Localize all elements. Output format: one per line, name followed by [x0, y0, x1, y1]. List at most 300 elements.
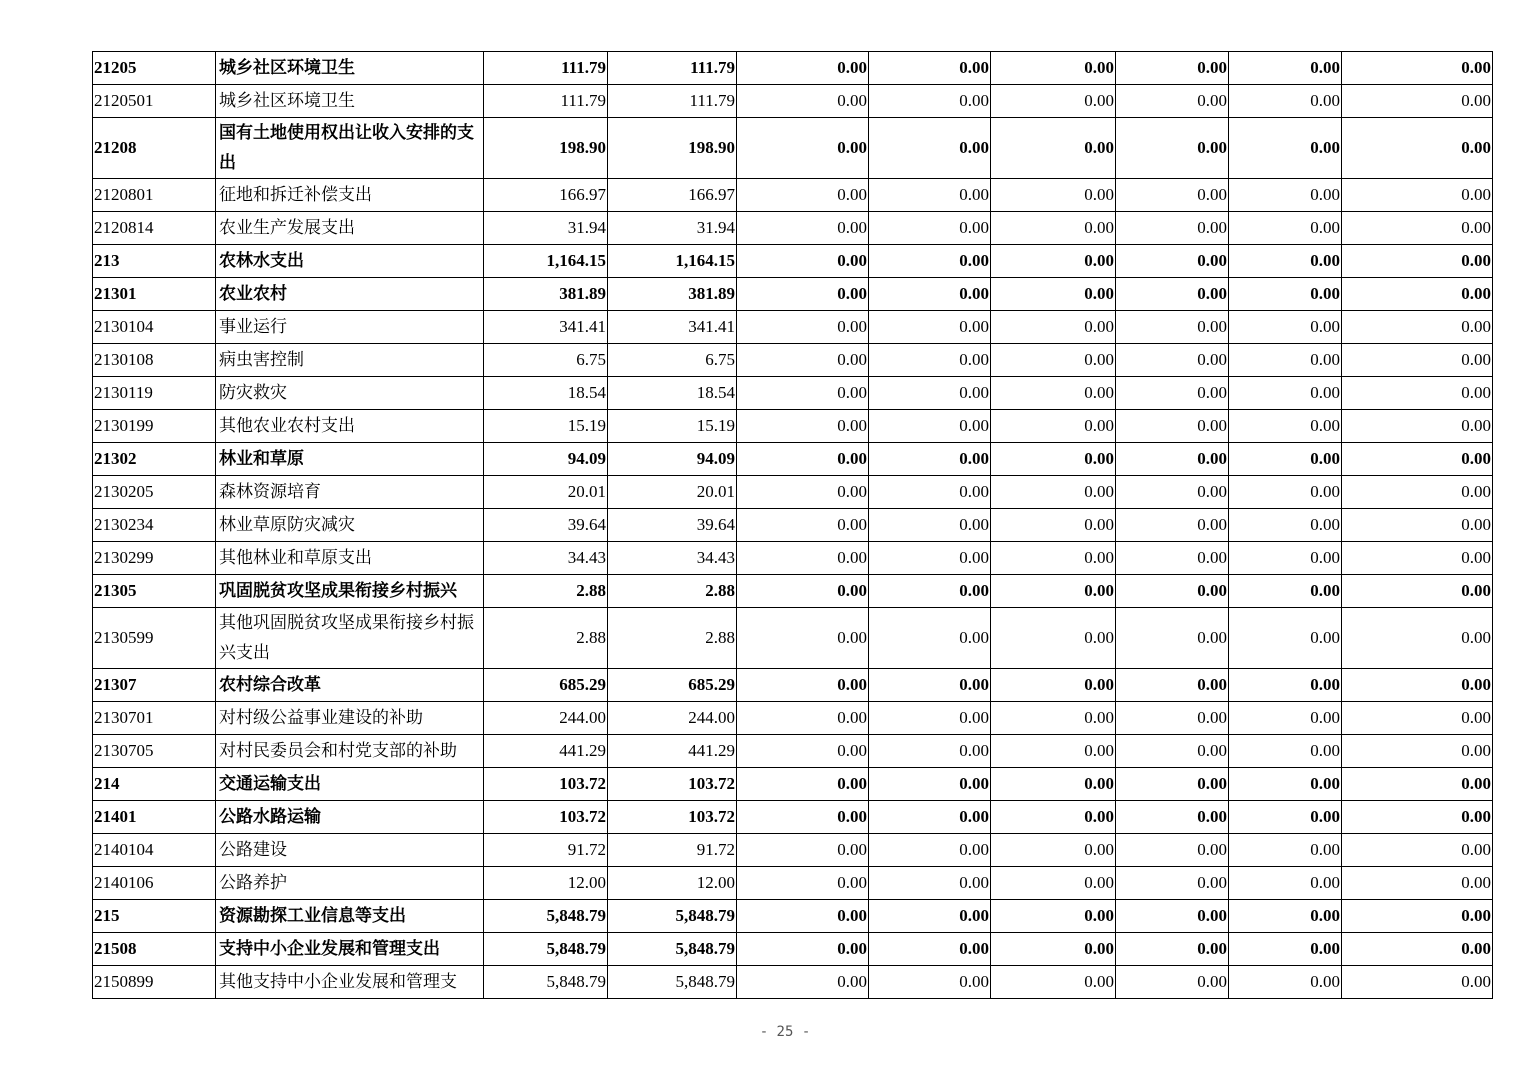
amount-cell: 0.00: [869, 212, 991, 245]
amount-cell: 39.64: [484, 509, 608, 542]
subject-name-cell: 农林水支出: [216, 245, 484, 278]
amount-cell: 0.00: [1342, 245, 1493, 278]
amount-cell: 0.00: [737, 52, 869, 85]
amount-cell: 15.19: [608, 410, 737, 443]
amount-cell: 0.00: [1116, 669, 1229, 702]
subject-code-cell: 2130701: [93, 702, 216, 735]
table-row: [93, 702, 1493, 735]
amount-cell: 0.00: [1229, 669, 1342, 702]
amount-cell: 6.75: [608, 344, 737, 377]
amount-cell: 20.01: [484, 476, 608, 509]
amount-cell: 2.88: [608, 575, 737, 608]
amount-cell: 0.00: [737, 834, 869, 867]
amount-cell: 0.00: [991, 735, 1116, 768]
amount-cell: 0.00: [1229, 966, 1342, 999]
table-row: [93, 179, 1493, 212]
amount-cell: 18.54: [608, 377, 737, 410]
amount-cell: 685.29: [608, 669, 737, 702]
amount-cell: 0.00: [869, 311, 991, 344]
subject-code-cell: 2140104: [93, 834, 216, 867]
amount-cell: 111.79: [608, 85, 737, 118]
table-row: [93, 900, 1493, 933]
amount-cell: 198.90: [608, 118, 737, 179]
amount-cell: 0.00: [869, 118, 991, 179]
amount-cell: 15.19: [484, 410, 608, 443]
amount-cell: 2.88: [484, 575, 608, 608]
table-row: [93, 85, 1493, 118]
subject-name-cell: 公路建设: [216, 834, 484, 867]
amount-cell: 0.00: [1342, 278, 1493, 311]
amount-cell: 0.00: [869, 377, 991, 410]
amount-cell: 0.00: [991, 52, 1116, 85]
amount-cell: 0.00: [1229, 834, 1342, 867]
amount-cell: 0.00: [991, 179, 1116, 212]
amount-cell: 0.00: [1229, 344, 1342, 377]
amount-cell: 0.00: [1116, 52, 1229, 85]
amount-cell: 0.00: [991, 278, 1116, 311]
table-row: [93, 245, 1493, 278]
amount-cell: 91.72: [608, 834, 737, 867]
amount-cell: 0.00: [1116, 443, 1229, 476]
amount-cell: 0.00: [1116, 966, 1229, 999]
amount-cell: 0.00: [991, 966, 1116, 999]
subject-name-cell: 对村级公益事业建设的补助: [216, 702, 484, 735]
amount-cell: 0.00: [1229, 245, 1342, 278]
amount-cell: 0.00: [737, 311, 869, 344]
subject-name-cell: 巩固脱贫攻坚成果衔接乡村振兴: [216, 575, 484, 608]
subject-name-cell: 对村民委员会和村党支部的补助: [216, 735, 484, 768]
subject-code-cell: 2120501: [93, 85, 216, 118]
amount-cell: 0.00: [737, 410, 869, 443]
amount-cell: 34.43: [608, 542, 737, 575]
amount-cell: 0.00: [1229, 702, 1342, 735]
subject-code-cell: 21205: [93, 52, 216, 85]
amount-cell: 111.79: [484, 52, 608, 85]
subject-name-cell: 国有土地使用权出让收入安排的支出: [216, 118, 484, 179]
amount-cell: 0.00: [1116, 542, 1229, 575]
amount-cell: 0.00: [737, 118, 869, 179]
amount-cell: 0.00: [869, 933, 991, 966]
amount-cell: 0.00: [991, 900, 1116, 933]
amount-cell: 20.01: [608, 476, 737, 509]
amount-cell: 166.97: [484, 179, 608, 212]
amount-cell: 5,848.79: [608, 966, 737, 999]
amount-cell: 5,848.79: [484, 933, 608, 966]
amount-cell: 94.09: [608, 443, 737, 476]
amount-cell: 0.00: [737, 245, 869, 278]
amount-cell: 0.00: [869, 801, 991, 834]
amount-cell: 0.00: [1116, 311, 1229, 344]
amount-cell: 0.00: [737, 542, 869, 575]
subject-code-cell: 2130599: [93, 608, 216, 669]
amount-cell: 0.00: [737, 900, 869, 933]
amount-cell: 0.00: [991, 768, 1116, 801]
amount-cell: 12.00: [608, 867, 737, 900]
subject-code-cell: 214: [93, 768, 216, 801]
amount-cell: 441.29: [484, 735, 608, 768]
table-row: [93, 867, 1493, 900]
subject-code-cell: 2140106: [93, 867, 216, 900]
amount-cell: 0.00: [1342, 118, 1493, 179]
amount-cell: 0.00: [991, 933, 1116, 966]
amount-cell: 0.00: [1229, 933, 1342, 966]
amount-cell: 0.00: [1229, 377, 1342, 410]
amount-cell: 0.00: [869, 669, 991, 702]
table-row: [93, 443, 1493, 476]
amount-cell: 0.00: [1116, 377, 1229, 410]
amount-cell: 0.00: [1229, 900, 1342, 933]
amount-cell: 0.00: [1116, 476, 1229, 509]
amount-cell: 0.00: [1229, 179, 1342, 212]
amount-cell: 5,848.79: [484, 966, 608, 999]
amount-cell: 0.00: [1229, 278, 1342, 311]
amount-cell: 0.00: [991, 575, 1116, 608]
amount-cell: 0.00: [1342, 966, 1493, 999]
amount-cell: 0.00: [1116, 867, 1229, 900]
amount-cell: 39.64: [608, 509, 737, 542]
subject-name-cell: 防灾救灾: [216, 377, 484, 410]
amount-cell: 0.00: [991, 867, 1116, 900]
subject-name-cell: 城乡社区环境卫生: [216, 85, 484, 118]
amount-cell: 0.00: [991, 476, 1116, 509]
amount-cell: 0.00: [737, 575, 869, 608]
amount-cell: 0.00: [869, 900, 991, 933]
subject-name-cell: 事业运行: [216, 311, 484, 344]
amount-cell: 0.00: [1116, 608, 1229, 669]
amount-cell: 0.00: [1116, 834, 1229, 867]
subject-code-cell: 21302: [93, 443, 216, 476]
subject-code-cell: 21307: [93, 669, 216, 702]
subject-code-cell: 2130119: [93, 377, 216, 410]
amount-cell: 0.00: [991, 443, 1116, 476]
amount-cell: 34.43: [484, 542, 608, 575]
amount-cell: 111.79: [484, 85, 608, 118]
amount-cell: 0.00: [737, 179, 869, 212]
amount-cell: 0.00: [1342, 608, 1493, 669]
amount-cell: 0.00: [1229, 575, 1342, 608]
amount-cell: 0.00: [737, 608, 869, 669]
amount-cell: 12.00: [484, 867, 608, 900]
amount-cell: 111.79: [608, 52, 737, 85]
amount-cell: 0.00: [737, 867, 869, 900]
amount-cell: 0.00: [1116, 768, 1229, 801]
amount-cell: 1,164.15: [608, 245, 737, 278]
amount-cell: 0.00: [1229, 52, 1342, 85]
amount-cell: 0.00: [869, 410, 991, 443]
amount-cell: 0.00: [869, 278, 991, 311]
table-row: [93, 801, 1493, 834]
amount-cell: 103.72: [608, 801, 737, 834]
amount-cell: 0.00: [1229, 476, 1342, 509]
table-row: [93, 118, 1493, 179]
amount-cell: 103.72: [484, 801, 608, 834]
subject-code-cell: 2120814: [93, 212, 216, 245]
amount-cell: 0.00: [1116, 575, 1229, 608]
amount-cell: 0.00: [1229, 443, 1342, 476]
amount-cell: 103.72: [608, 768, 737, 801]
amount-cell: 0.00: [869, 509, 991, 542]
amount-cell: 0.00: [1229, 542, 1342, 575]
amount-cell: 0.00: [1342, 85, 1493, 118]
subject-code-cell: 2130705: [93, 735, 216, 768]
amount-cell: 0.00: [1342, 410, 1493, 443]
amount-cell: 0.00: [1342, 476, 1493, 509]
amount-cell: 0.00: [869, 542, 991, 575]
amount-cell: 0.00: [869, 476, 991, 509]
amount-cell: 94.09: [484, 443, 608, 476]
amount-cell: 0.00: [1342, 179, 1493, 212]
amount-cell: 685.29: [484, 669, 608, 702]
amount-cell: 0.00: [1229, 410, 1342, 443]
amount-cell: 244.00: [608, 702, 737, 735]
subject-name-cell: 农业生产发展支出: [216, 212, 484, 245]
subject-name-cell: 其他林业和草原支出: [216, 542, 484, 575]
amount-cell: 0.00: [991, 509, 1116, 542]
page-number: - 25 -: [759, 1024, 811, 1040]
table-row: [93, 608, 1493, 669]
amount-cell: 1,164.15: [484, 245, 608, 278]
subject-code-cell: 215: [93, 900, 216, 933]
subject-name-cell: 城乡社区环境卫生: [216, 52, 484, 85]
amount-cell: 0.00: [1342, 542, 1493, 575]
table-row: [93, 542, 1493, 575]
amount-cell: 0.00: [1342, 509, 1493, 542]
amount-cell: 0.00: [1342, 212, 1493, 245]
amount-cell: 341.41: [608, 311, 737, 344]
subject-name-cell: 资源勘探工业信息等支出: [216, 900, 484, 933]
table-row: [93, 509, 1493, 542]
amount-cell: 0.00: [869, 834, 991, 867]
amount-cell: 0.00: [991, 669, 1116, 702]
amount-cell: 0.00: [1342, 867, 1493, 900]
amount-cell: 0.00: [991, 702, 1116, 735]
amount-cell: 0.00: [869, 443, 991, 476]
amount-cell: 0.00: [737, 702, 869, 735]
amount-cell: 0.00: [1229, 118, 1342, 179]
subject-name-cell: 林业和草原: [216, 443, 484, 476]
budget-table: [92, 51, 1493, 999]
amount-cell: 0.00: [991, 801, 1116, 834]
amount-cell: 0.00: [737, 669, 869, 702]
amount-cell: 0.00: [991, 212, 1116, 245]
amount-cell: 0.00: [991, 245, 1116, 278]
table-row: [93, 311, 1493, 344]
amount-cell: 6.75: [484, 344, 608, 377]
subject-code-cell: 21508: [93, 933, 216, 966]
amount-cell: 0.00: [991, 410, 1116, 443]
amount-cell: 0.00: [737, 509, 869, 542]
subject-code-cell: 213: [93, 245, 216, 278]
subject-code-cell: 21301: [93, 278, 216, 311]
amount-cell: 0.00: [1342, 669, 1493, 702]
amount-cell: 0.00: [1342, 900, 1493, 933]
subject-code-cell: 21401: [93, 801, 216, 834]
amount-cell: 0.00: [737, 443, 869, 476]
amount-cell: 0.00: [1229, 801, 1342, 834]
amount-cell: 0.00: [737, 735, 869, 768]
amount-cell: 0.00: [1342, 933, 1493, 966]
subject-name-cell: 支持中小企业发展和管理支出: [216, 933, 484, 966]
amount-cell: 0.00: [869, 966, 991, 999]
amount-cell: 0.00: [1342, 834, 1493, 867]
amount-cell: 0.00: [991, 311, 1116, 344]
table-row: [93, 966, 1493, 999]
amount-cell: 0.00: [1116, 735, 1229, 768]
amount-cell: 0.00: [737, 768, 869, 801]
amount-cell: 0.00: [991, 608, 1116, 669]
table-row: [93, 377, 1493, 410]
amount-cell: 0.00: [991, 118, 1116, 179]
amount-cell: 0.00: [1342, 702, 1493, 735]
amount-cell: 0.00: [1229, 212, 1342, 245]
amount-cell: 2.88: [608, 608, 737, 669]
subject-name-cell: 其他农业农村支出: [216, 410, 484, 443]
table-row: [93, 410, 1493, 443]
amount-cell: 0.00: [869, 702, 991, 735]
amount-cell: 0.00: [869, 608, 991, 669]
amount-cell: 0.00: [1342, 575, 1493, 608]
amount-cell: 0.00: [869, 179, 991, 212]
subject-code-cell: 21305: [93, 575, 216, 608]
amount-cell: 244.00: [484, 702, 608, 735]
amount-cell: 0.00: [1229, 608, 1342, 669]
amount-cell: 0.00: [1116, 410, 1229, 443]
amount-cell: 0.00: [1342, 735, 1493, 768]
amount-cell: 0.00: [737, 278, 869, 311]
subject-code-cell: 2130108: [93, 344, 216, 377]
amount-cell: 0.00: [869, 245, 991, 278]
table-row: [93, 278, 1493, 311]
amount-cell: 198.90: [484, 118, 608, 179]
subject-name-cell: 林业草原防灾减灾: [216, 509, 484, 542]
amount-cell: 31.94: [484, 212, 608, 245]
amount-cell: 0.00: [1342, 801, 1493, 834]
table-row: [93, 768, 1493, 801]
amount-cell: 0.00: [1116, 933, 1229, 966]
amount-cell: 0.00: [869, 52, 991, 85]
subject-name-cell: 公路水路运输: [216, 801, 484, 834]
amount-cell: 0.00: [1116, 702, 1229, 735]
table-row: [93, 669, 1493, 702]
amount-cell: 2.88: [484, 608, 608, 669]
subject-name-cell: 征地和拆迁补偿支出: [216, 179, 484, 212]
amount-cell: 0.00: [1116, 179, 1229, 212]
amount-cell: 381.89: [484, 278, 608, 311]
table-body: [93, 52, 1493, 999]
amount-cell: 31.94: [608, 212, 737, 245]
subject-name-cell: 病虫害控制: [216, 344, 484, 377]
amount-cell: 0.00: [737, 801, 869, 834]
table-row: [93, 834, 1493, 867]
subject-name-cell: 农村综合改革: [216, 669, 484, 702]
subject-code-cell: 2130234: [93, 509, 216, 542]
amount-cell: 91.72: [484, 834, 608, 867]
subject-code-cell: 2120801: [93, 179, 216, 212]
amount-cell: 441.29: [608, 735, 737, 768]
table-row: [93, 735, 1493, 768]
subject-name-cell: 森林资源培育: [216, 476, 484, 509]
amount-cell: 0.00: [1229, 311, 1342, 344]
amount-cell: 0.00: [1342, 344, 1493, 377]
amount-cell: 0.00: [737, 966, 869, 999]
amount-cell: 0.00: [1342, 768, 1493, 801]
subject-code-cell: 2130199: [93, 410, 216, 443]
amount-cell: 0.00: [1116, 900, 1229, 933]
subject-name-cell: 交通运输支出: [216, 768, 484, 801]
amount-cell: 0.00: [1229, 768, 1342, 801]
amount-cell: 0.00: [737, 476, 869, 509]
amount-cell: 0.00: [1116, 278, 1229, 311]
amount-cell: 0.00: [1229, 509, 1342, 542]
amount-cell: 0.00: [737, 85, 869, 118]
subject-name-cell: 其他巩固脱贫攻坚成果衔接乡村振兴支出: [216, 608, 484, 669]
amount-cell: 0.00: [869, 735, 991, 768]
amount-cell: 0.00: [1342, 377, 1493, 410]
subject-code-cell: 2150899: [93, 966, 216, 999]
amount-cell: 0.00: [869, 85, 991, 118]
amount-cell: 0.00: [737, 344, 869, 377]
amount-cell: 0.00: [869, 575, 991, 608]
amount-cell: 0.00: [737, 377, 869, 410]
amount-cell: 5,848.79: [608, 900, 737, 933]
table-row: [93, 344, 1493, 377]
amount-cell: 0.00: [737, 212, 869, 245]
amount-cell: 5,848.79: [484, 900, 608, 933]
table-row: [93, 52, 1493, 85]
amount-cell: 0.00: [737, 933, 869, 966]
amount-cell: 0.00: [869, 867, 991, 900]
table-row: [93, 476, 1493, 509]
amount-cell: 381.89: [608, 278, 737, 311]
amount-cell: 5,848.79: [608, 933, 737, 966]
amount-cell: 0.00: [1116, 85, 1229, 118]
amount-cell: 0.00: [991, 377, 1116, 410]
amount-cell: 0.00: [1229, 735, 1342, 768]
amount-cell: 103.72: [484, 768, 608, 801]
amount-cell: 0.00: [1116, 344, 1229, 377]
subject-code-cell: 2130104: [93, 311, 216, 344]
amount-cell: 0.00: [1342, 311, 1493, 344]
amount-cell: 0.00: [1229, 85, 1342, 118]
amount-cell: 0.00: [991, 344, 1116, 377]
amount-cell: 0.00: [1116, 509, 1229, 542]
amount-cell: 166.97: [608, 179, 737, 212]
amount-cell: 0.00: [869, 768, 991, 801]
table-row: [93, 933, 1493, 966]
amount-cell: 0.00: [991, 85, 1116, 118]
subject-name-cell: 其他支持中小企业发展和管理支: [216, 966, 484, 999]
subject-code-cell: 2130205: [93, 476, 216, 509]
amount-cell: 0.00: [869, 344, 991, 377]
amount-cell: 0.00: [1342, 52, 1493, 85]
amount-cell: 341.41: [484, 311, 608, 344]
amount-cell: 0.00: [1342, 443, 1493, 476]
amount-cell: 0.00: [991, 542, 1116, 575]
amount-cell: 18.54: [484, 377, 608, 410]
subject-name-cell: 公路养护: [216, 867, 484, 900]
amount-cell: 0.00: [1116, 118, 1229, 179]
amount-cell: 0.00: [1116, 212, 1229, 245]
amount-cell: 0.00: [1116, 245, 1229, 278]
subject-code-cell: 2130299: [93, 542, 216, 575]
amount-cell: 0.00: [1116, 801, 1229, 834]
table-row: [93, 575, 1493, 608]
table-row: [93, 212, 1493, 245]
amount-cell: 0.00: [1229, 867, 1342, 900]
subject-code-cell: 21208: [93, 118, 216, 179]
amount-cell: 0.00: [991, 834, 1116, 867]
subject-name-cell: 农业农村: [216, 278, 484, 311]
